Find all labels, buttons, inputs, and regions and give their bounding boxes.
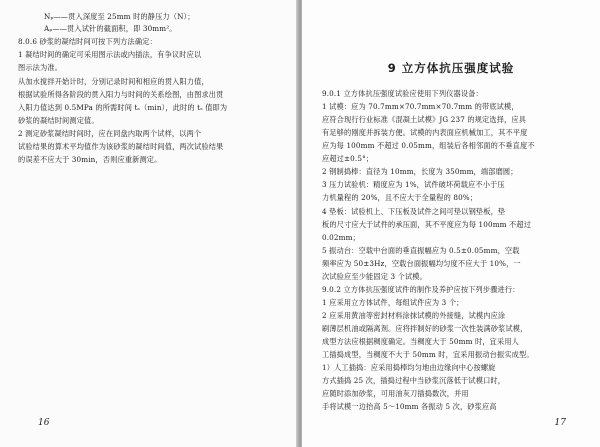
text-line: Nₚ——贯入深度至 25mm 时的静压力（N）；: [44, 12, 195, 21]
text-line: 2 测定砂浆凝结时间时，应在同盘内取两个试样，以两个: [18, 129, 202, 138]
text-line: 应符合现行行业标准《混凝土试模》JG 237 的规定选择，应具: [322, 115, 527, 124]
text-line: 4 垫板：试验机上、下压板及试件之间可垫以钢垫板，垫: [322, 207, 506, 216]
text-line: 1 应采用立方体试件，每组试件应为 3 个；: [322, 298, 464, 307]
text-line: 1）人工插捣：应采用捣棒均匀地由边缘向中心按螺旋: [322, 363, 496, 372]
text-line: 从加水搅拌开始计时，分别记录时间和相应的贯入阳力值，: [18, 77, 209, 86]
left-page: [0, 0, 298, 447]
text-line: 的误差不应大于 30min，否则应重新测定。: [18, 155, 162, 164]
text-line: 砂浆的凝结时间测定值。: [18, 116, 99, 125]
text-line: 根据试验所得各阶段的贯入阳力与时间的关系绘图，由图求出贯: [18, 90, 224, 99]
text-line: 应随时添加砂浆，可用油灰刀插捣数次，并用: [322, 389, 469, 398]
text-line: 2 钢制捣棒：直径为 10mm，长度为 350mm，端部磨圆；: [322, 167, 518, 176]
text-line: 有足够的刚度并拆装方便。试模的内表面应机械加工，其不平度: [322, 128, 528, 137]
text-line: 应为每 100mm 不超过 0.05mm，组装后各相邻面的不垂直度不: [322, 141, 535, 150]
page-number: 16: [38, 418, 50, 428]
text-line: 工插捣成型，当稠度不大于 50mm 时，宜采用振动台振实成型。: [322, 350, 534, 359]
text-line: 次试验应至少能固定 3 个试模。: [322, 272, 427, 281]
text-line: 方式插捣 25 次，插捣过程中当砂浆沉落低于试模口时，: [322, 376, 506, 385]
text-line: 图示法为准。: [18, 63, 63, 72]
text-line: 1 试模：应为 70.7mm×70.7mm×70.7mm 的带底试模，: [322, 102, 519, 111]
text-line: 9.0.1 立方体抗压强度试验应使用下列仪器设备：: [322, 89, 483, 98]
text-line: 力机量程的 20%，且不应大于全量程的 80%；: [322, 193, 478, 202]
right-page: [302, 0, 600, 447]
page-number: 17: [554, 418, 566, 428]
text-line: 8.0.6 砂浆的凝结时间可按下列方法确定：: [18, 37, 157, 46]
text-line: 0.02mm；: [322, 233, 360, 242]
text-line: 板的尺寸应大于试件的承压面，其不平度应为每 100mm 不超过: [322, 220, 532, 229]
text-line: 试验结果的算术平均值作为该砂浆的凝结时间值，两次试验结果: [18, 142, 224, 151]
text-line: 1 凝结时间的确定可采用图示法或内插法，有争议时应以: [18, 50, 202, 59]
text-line: 成型方法应根据稠度确定。当稠度大于 50mm 时，宜采用人: [322, 337, 520, 346]
chapter-title: 9 立方体抗压强度试验: [387, 61, 515, 75]
text-line: 3 压力试验机：精度应为 1%，试件破坏荷载应不小于压: [322, 180, 505, 189]
text-line: 2 应采用黄油等密封材料涂抹试模的外接缝，试模内应涂: [322, 311, 506, 320]
text-line: 9.0.2 立方体抗压强度试件的制作及养护应按下列步骤进行：: [322, 285, 520, 294]
text-line: 应超过±0.5°；: [322, 154, 374, 163]
text-line: 手将试模一边抬高 5～10mm 各振动 5 次，砂浆应高: [322, 402, 497, 411]
text-line: 入阳力值达到 0.5MPa 的所需时间 tₛ（min），此时的 tₛ 值即为: [18, 103, 228, 112]
text-line: Aₚ——贯入试针的截面积，即 30mm²。: [44, 24, 177, 33]
text-line: 5 振动台：空载中台面的垂直振幅应为 0.5±0.05mm，空载: [322, 246, 520, 255]
text-line: 刷薄层机油或隔离剂。应将拌制好的砂浆一次性装满砂浆试模，: [322, 324, 528, 333]
text-line: 频率应为 50±3Hz，空载台面振幅均匀度不应大于 10%，一: [322, 259, 521, 268]
